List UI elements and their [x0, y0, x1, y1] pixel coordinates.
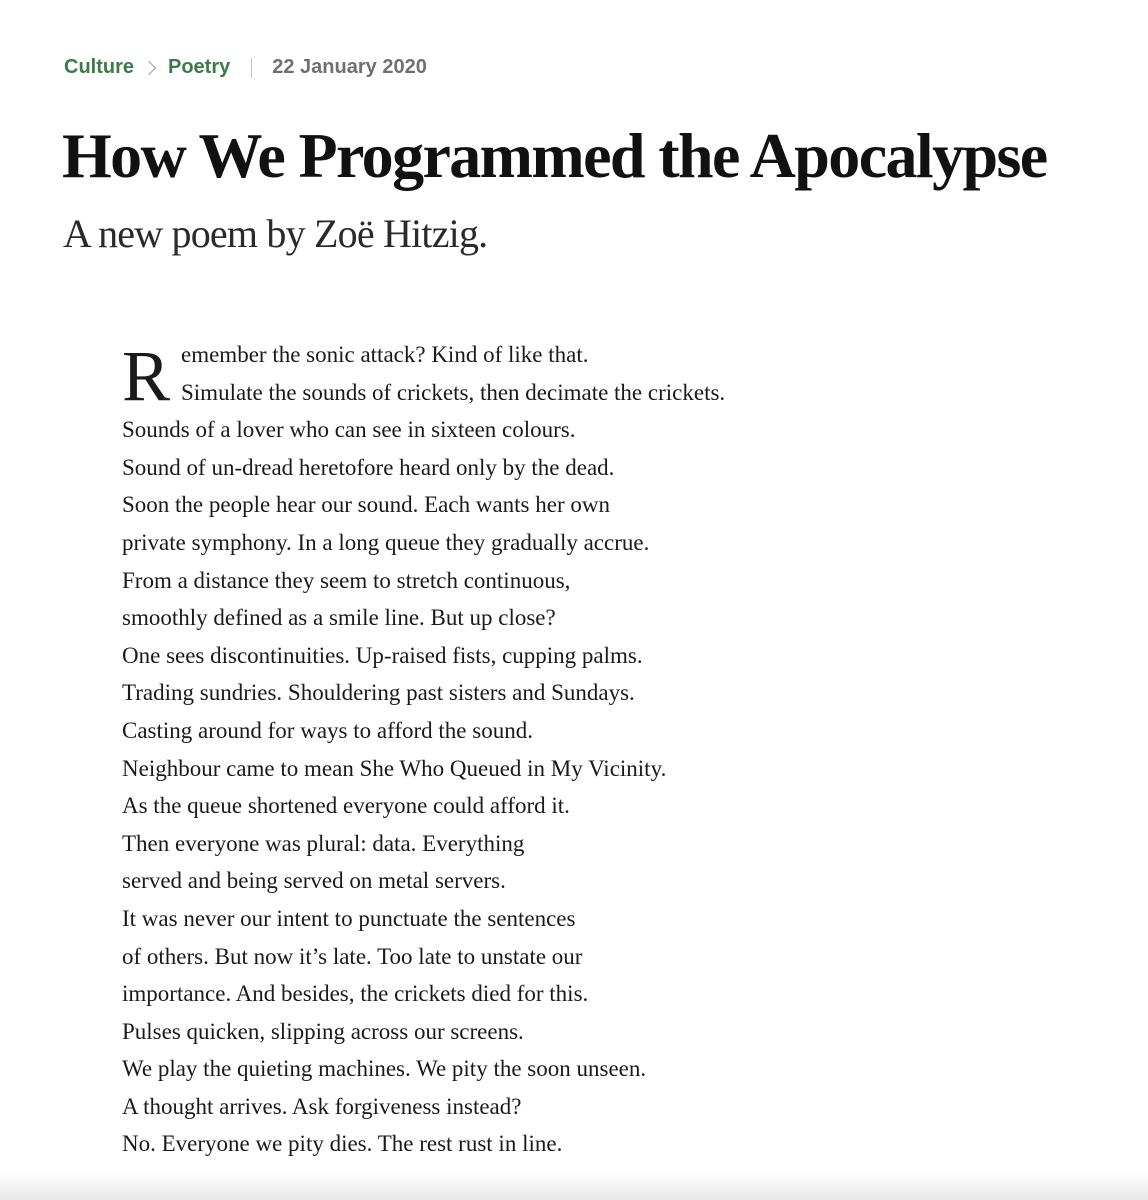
- poem-line: No. Everyone we pity dies. The rest rust in line.: [122, 1131, 563, 1157]
- poem-line: As the queue shortened everyone could afford it.: [122, 793, 570, 819]
- poem-line: It was never our intent to punctuate the sentences: [122, 905, 576, 931]
- poem-line: Pulses quicken, slipping across our screens.: [122, 1018, 524, 1044]
- poem-line: of others. But now it’s late. Too late to unstate our: [122, 943, 583, 969]
- drop-cap: R: [122, 336, 171, 416]
- meta-divider: [251, 58, 252, 78]
- poem-line: private symphony. In a long queue they gradually accrue.: [122, 529, 650, 555]
- breadcrumb-poetry-link[interactable]: Poetry: [168, 56, 231, 78]
- chevron-right-icon: [142, 60, 156, 74]
- poem-line: From a distance they seem to stretch continuous,: [122, 567, 571, 593]
- article-title: How We Programmed the Apocalypse: [62, 120, 1047, 191]
- poem-line: One sees discontinuities. Up-raised fists, cupping palms.: [122, 642, 643, 668]
- poem-line: Soon the people hear our sound. Each wants her own: [122, 492, 610, 518]
- poem-line: Sound of un-dread heretofore heard only by the dead.: [122, 454, 615, 480]
- breadcrumb: [64, 56, 427, 79]
- poem-line: importance. And besides, the crickets died for this.: [122, 981, 589, 1007]
- article-subtitle: A new poem by Zoë Hitzig.: [63, 211, 488, 256]
- poem-line: Trading sundries. Shouldering past sisters and Sundays.: [122, 680, 635, 706]
- poem-line: smoothly defined as a smile line. But up close?: [122, 605, 556, 631]
- poem-body: [122, 336, 1022, 1163]
- poem-line: Then everyone was plural: data. Everything: [122, 830, 525, 856]
- publish-date: 22 January 2020: [272, 56, 427, 78]
- poem-line: Casting around for ways to afford the sound.: [122, 717, 533, 743]
- poem-line: Simulate the sounds of crickets, then decimate the crickets.: [181, 379, 726, 405]
- breadcrumb-culture-link[interactable]: Culture: [64, 56, 134, 78]
- poem-line: We play the quieting machines. We pity the soon unseen.: [122, 1056, 647, 1082]
- bottom-shadow: [0, 1172, 1148, 1200]
- poem-line: A thought arrives. Ask forgiveness instead?: [122, 1093, 522, 1119]
- poem-line: Sounds of a lover who can see in sixteen colours.: [122, 417, 576, 443]
- poem-line: Neighbour came to mean She Who Queued in My Vicinity.: [122, 755, 667, 781]
- poem-line: served and being served on metal servers.: [122, 868, 506, 894]
- poem-line: emember the sonic attack? Kind of like that.: [181, 342, 589, 367]
